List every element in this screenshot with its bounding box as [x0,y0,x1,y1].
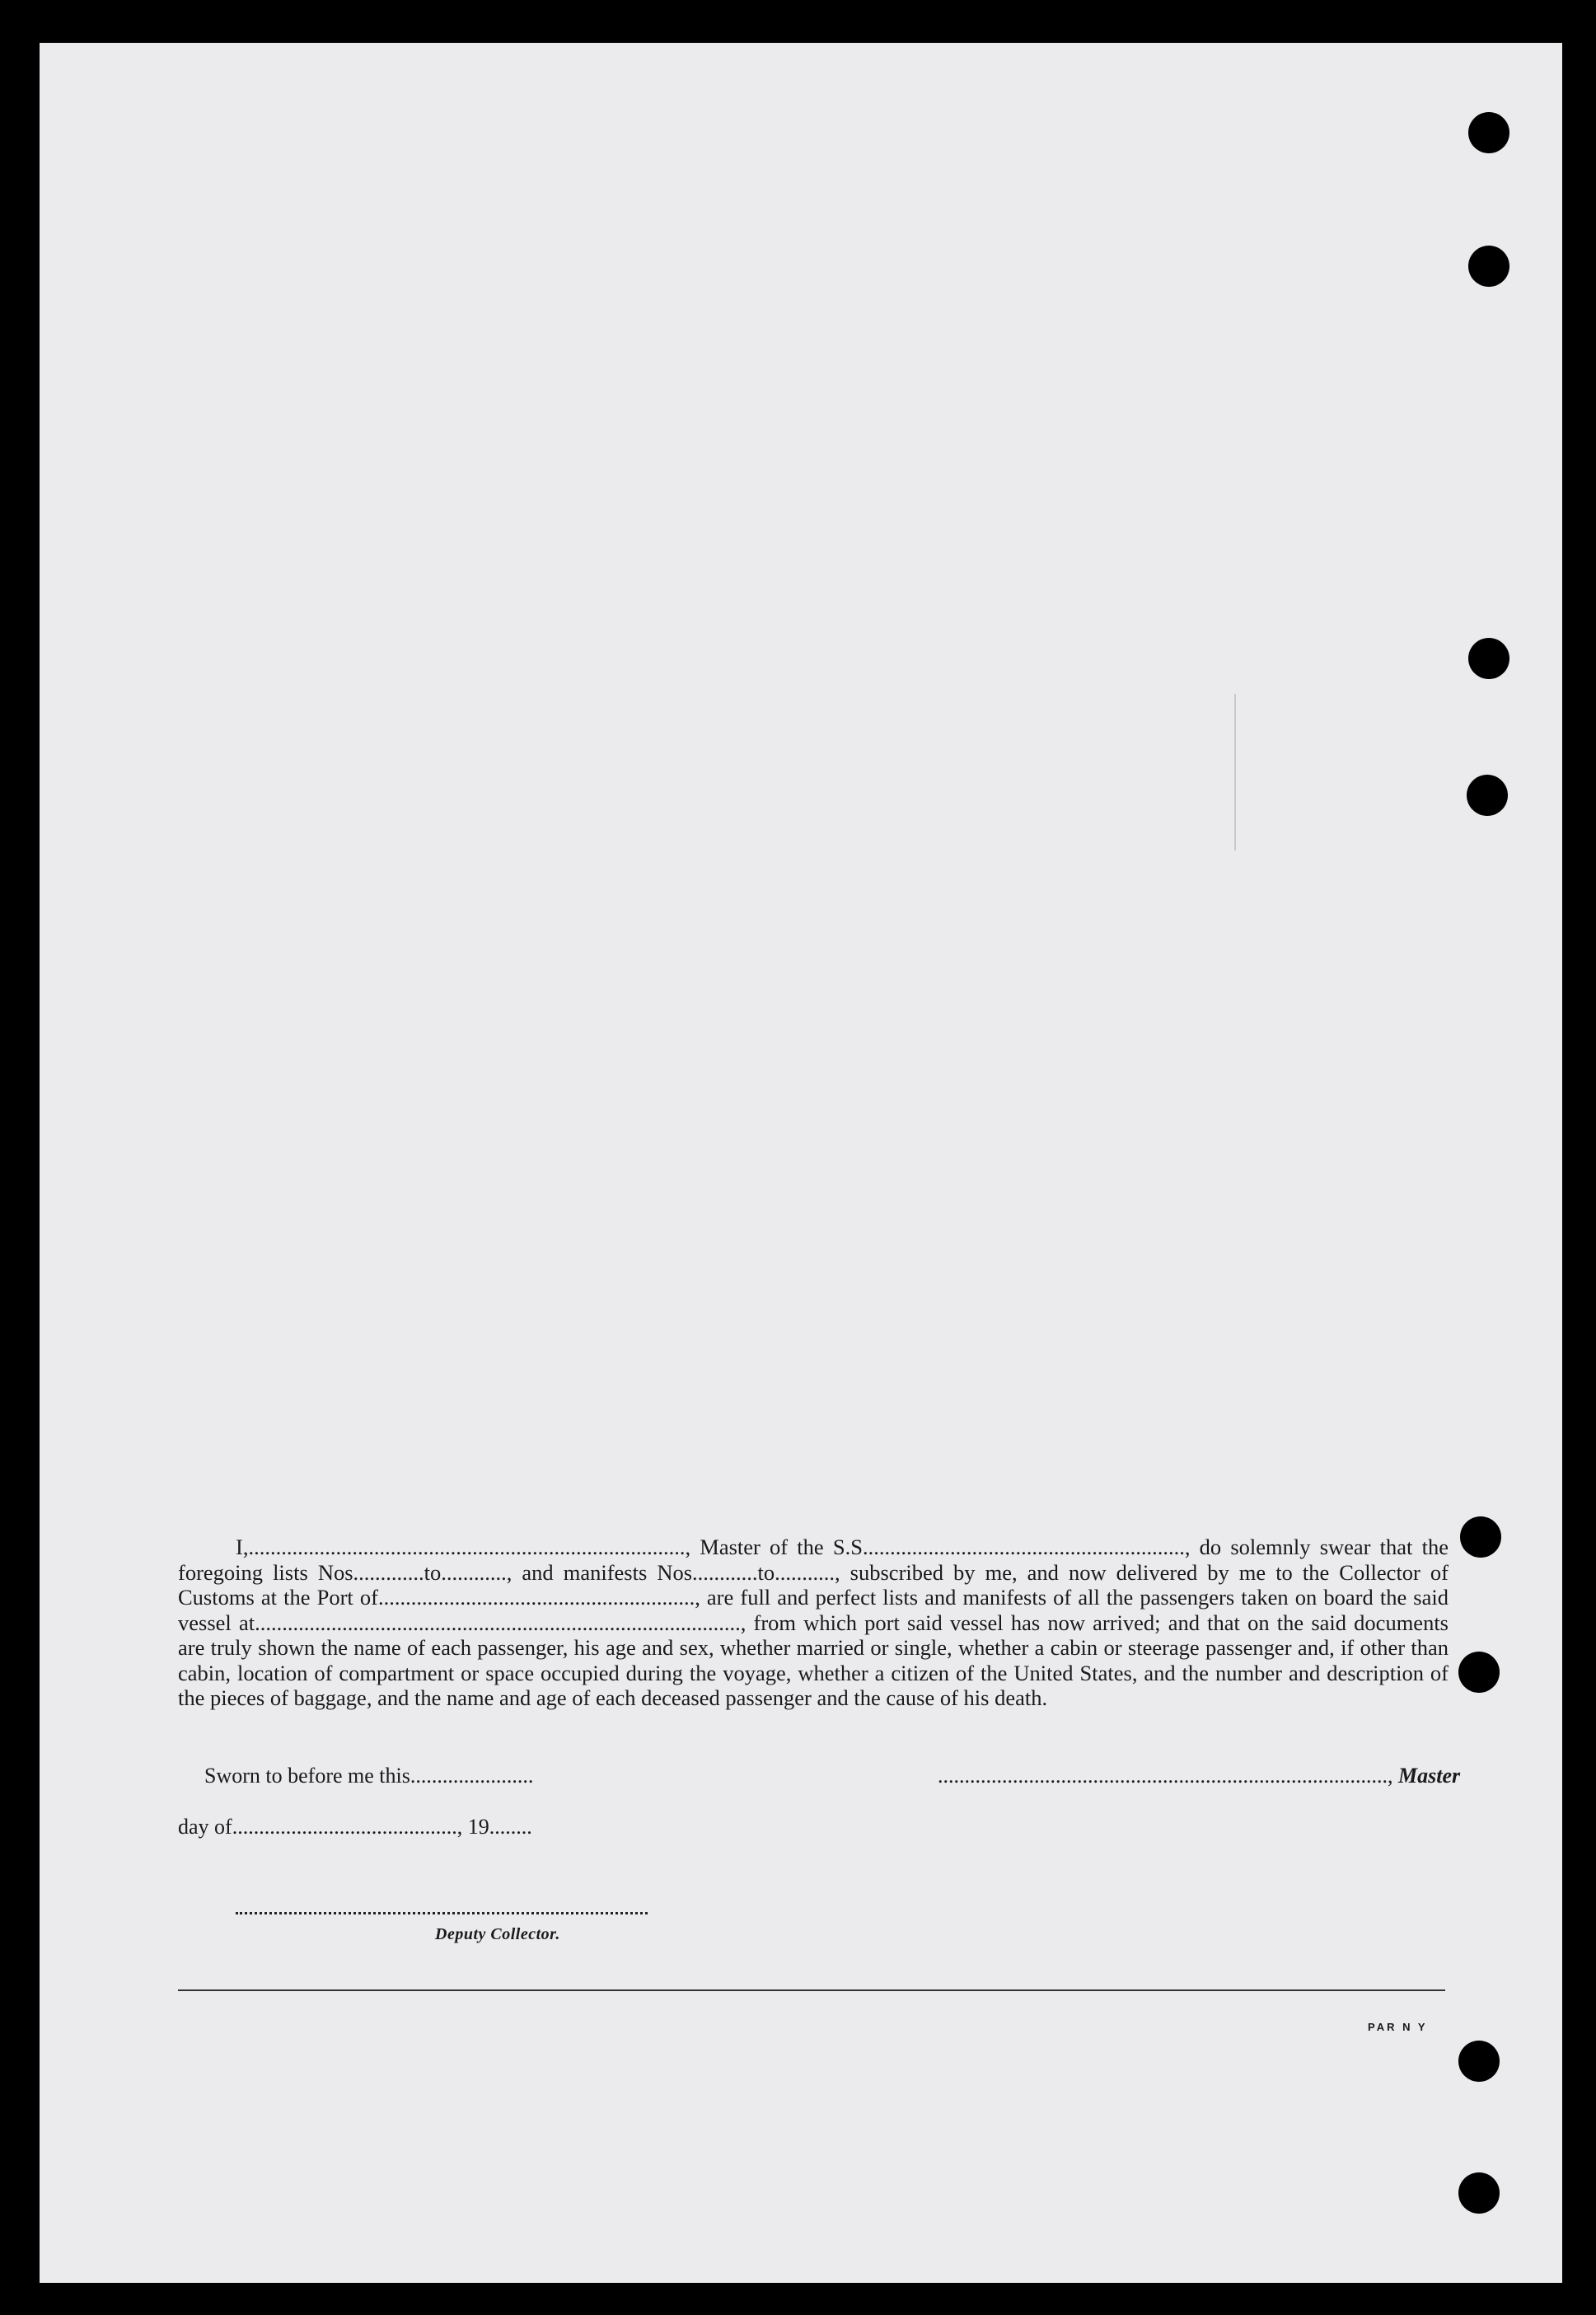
sworn-before-line: Sworn to before me this....................... [204,1764,534,1788]
master-label: Master [1398,1764,1461,1788]
master-signature-dots: ...................................................................................., [938,1764,1398,1788]
master-oath-paragraph [178,1535,1449,1711]
document-page [40,43,1562,2283]
oath-text: I,................................................................................, Master of the S.S..........................................................., do solemnly swear that the foregoing lists Nos.............to............, and manifests Nos............to..........., subscribed by me, and now delivered by me to the Collector of Customs at the Port of.........................................................., are full and perfect lists and manifests of all the passengers taken on board the said vessel at........................................................................................., from which port said vessel has now arrived; and that on the said documents are truly shown the name of each passenger, his age and sex, whether married or single, whether a cabin or steerage passenger and, if other than cabin, location of compartment or space occupied during the voyage, whether a citizen of the United States, and the number and description of the pieces of baggage, and the name and age of each deceased passenger and the cause of his death. [178,1535,1449,1710]
deputy-collector-label: Deputy Collector. [435,1925,560,1943]
punch-hole [1458,2172,1500,2214]
punch-hole [1468,112,1509,153]
punch-hole [1468,246,1509,287]
punch-hole [1458,1652,1500,1693]
bottom-rule [178,1989,1445,1991]
punch-hole [1467,775,1508,816]
printer-mark: PAR N Y [1368,2021,1428,2033]
deputy-signature-line [236,1912,648,1914]
punch-hole [1458,2041,1500,2082]
paper-crease [1234,694,1236,851]
punch-hole [1460,1516,1501,1558]
day-of-line: day of.........................................., 19........ [178,1815,532,1839]
master-signature-line [938,1764,1460,1788]
punch-hole [1468,638,1509,679]
